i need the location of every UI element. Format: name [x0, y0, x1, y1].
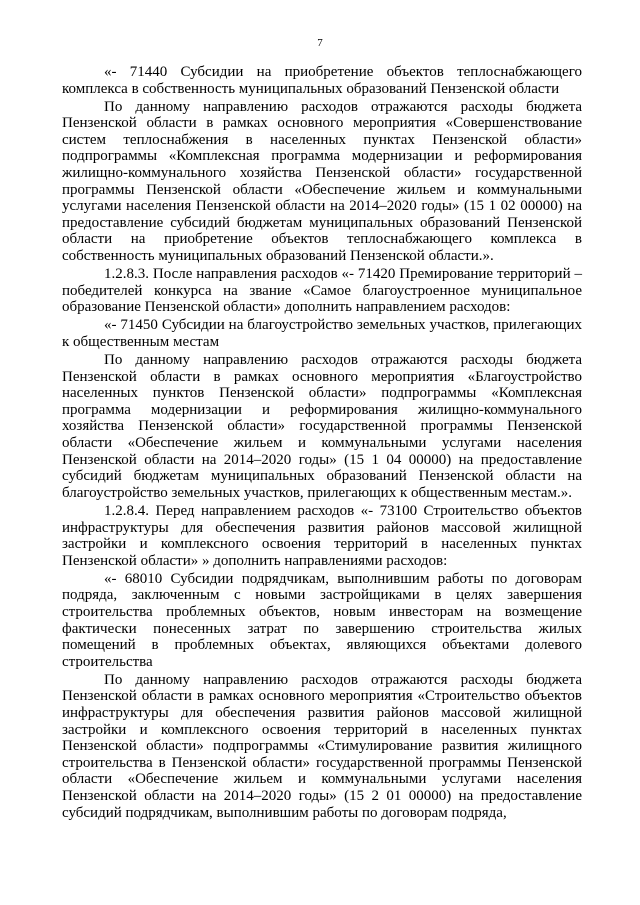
paragraph-subsidy-71450-heading: «- 71450 Субсидии на благоустройство земельных участков, прилегающих к общественным местам — [62, 317, 582, 350]
page-number: 7 — [317, 37, 323, 49]
document-body — [62, 64, 582, 821]
paragraph-subsidy-71440-heading: «- 71440 Субсидии на приобретение объектов теплоснабжающего комплекса в собственность муниципальных образований Пензенской области — [62, 64, 582, 97]
paragraph-clause-1-2-8-3: 1.2.8.3. После направления расходов «- 71420 Премирование территорий – победителей конкурса на звание «Самое благоустроенное муниципальное образование Пензенской области» дополнить направлением расходов: — [62, 266, 582, 316]
paragraph-subsidy-68010-heading: «- 68010 Субсидии подрядчикам, выполнившим работы по договорам подряда, заключенным с новыми застройщиками в целях завершения строительства проблемных объектов, новым инвесторам на возмещение фактически понесенных затрат по завершению строительства жилых помещений в проблемных объектах, являющихся объектами долевого строительства — [62, 570, 582, 670]
paragraph-subsidy-71440-description: По данному направлению расходов отражаются расходы бюджета Пензенской области в рамках основного мероприятия «Совершенствование систем теплоснабжения в населенных пунктах Пензенской области» подпрограммы «Комплексная программа модернизации и реформирования жилищно-коммунального хозяйства Пензенской области» государственной программы Пензенской области «Обеспечение жильем и коммунальными услугами населения Пензенской области на 2014–2020 годы» (15 1 02 00000) на предоставление субсидий бюджетам муниципальных образований Пензенской области на приобретение объектов теплоснабжающего комплекса в собственность муниципальных образований Пензенской области.». — [62, 98, 582, 265]
paragraph-subsidy-68010-description: По данному направлению расходов отражаются расходы бюджета Пензенской области в рамках основного мероприятия «Строительство объектов инфраструктуры для обеспечения развития районов массовой жилищной застройки и комплексного освоения территорий в населенных пунктах Пензенской области» подпрограммы «Стимулирование развития жилищного строительства в Пензенской области» государственной программы Пензенской области «Обеспечение жильем и коммунальными услугами населения Пензенской области на 2014–2020 годы» (15 2 01 00000) на предоставление субсидий подрядчикам, выполнившим работы по договорам подряда, — [62, 671, 582, 821]
paragraph-subsidy-71450-description: По данному направлению расходов отражаются расходы бюджета Пензенской области в рамках основного мероприятия «Благоустройство населенных пунктов Пензенской области» подпрограммы «Комплексная программа модернизации и реформирования жилищно-коммунального хозяйства Пензенской области» государственной программы Пензенской области «Обеспечение жильем и коммунальными услугами населения Пензенской области на 2014–2020 годы» (15 1 04 00000) на предоставление субсидий бюджетам муниципальных образований Пензенской области на благоустройство земельных участков, прилегающих к общественным местам.». — [62, 352, 582, 501]
paragraph-clause-1-2-8-4: 1.2.8.4. Перед направлением расходов «- 73100 Строительство объектов инфраструктуры для обеспечения развития районов массовой жилищной застройки и комплексного освоения территорий в населенных пунктах Пензенской области» » дополнить направлениями расходов: — [62, 502, 582, 569]
